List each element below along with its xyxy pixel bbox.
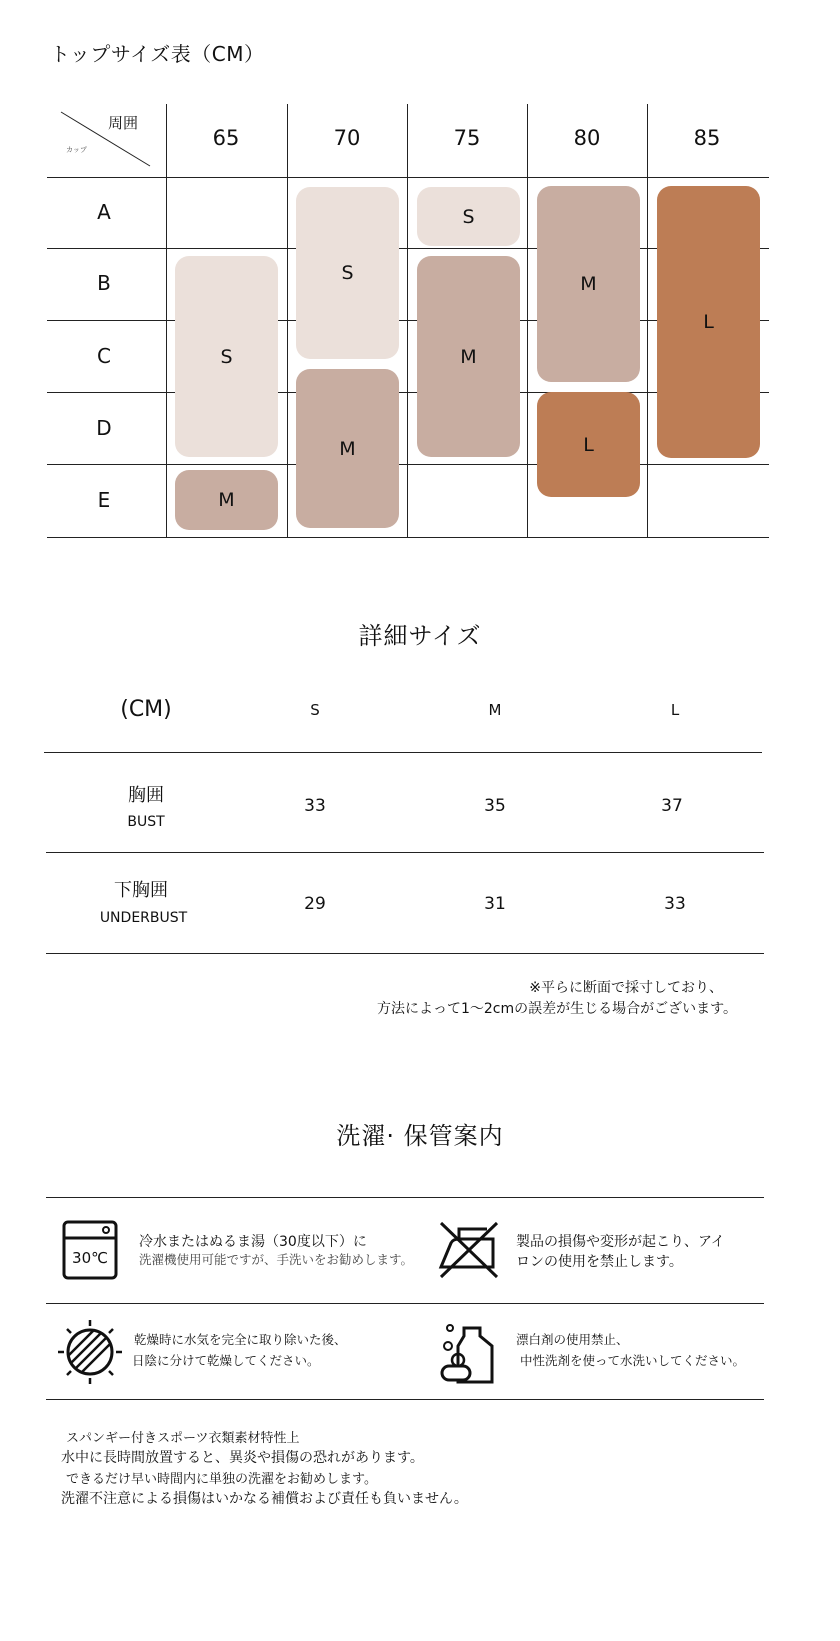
- iron-text-2: ロンの使用を禁止します。: [516, 1254, 683, 1270]
- detergent-icon: [438, 1318, 498, 1386]
- wash-text-1: 冷水またはぬるま湯（30度以下）に: [139, 1234, 367, 1250]
- size-block-65-s: S: [175, 256, 278, 457]
- col-header-75: 75: [453, 126, 481, 150]
- care-divider: [46, 1303, 764, 1304]
- underbust-value-l: 33: [664, 894, 686, 914]
- footer-line-3: できるだけ早い時間内に単独の洗濯をお勧めします。: [66, 1472, 377, 1487]
- row-header-c: C: [97, 344, 111, 368]
- bust-value-m: 35: [484, 796, 506, 816]
- corner-bottom-label: カップ: [66, 146, 87, 154]
- size-block-70-m: M: [296, 369, 399, 528]
- bust-value-l: 37: [661, 796, 683, 816]
- footer-line-4: 洗濯不注意による損傷はいかなる補償および責任も負いません。: [61, 1491, 468, 1507]
- row-header-b: B: [97, 271, 111, 295]
- row-header-e: E: [97, 488, 111, 512]
- detail-divider: [44, 752, 762, 753]
- col-header-65: 65: [212, 126, 240, 150]
- care-title: 洗濯· 保管案内: [336, 1122, 504, 1150]
- size-block-65-m: M: [175, 470, 278, 530]
- underbust-value-m: 31: [484, 894, 506, 914]
- underbust-label-jp: 下胸囲: [114, 880, 168, 901]
- col-header-70: 70: [333, 126, 361, 150]
- detail-size-s: S: [310, 701, 320, 719]
- dry-text-1: 乾燥時に水気を完全に取り除いた後、: [134, 1332, 347, 1347]
- bust-label-jp: 胸囲: [128, 785, 164, 806]
- size-block-80-m: M: [537, 186, 640, 382]
- no-iron-icon: [437, 1219, 501, 1281]
- care-divider: [46, 1399, 764, 1400]
- detail-divider: [46, 852, 764, 853]
- detail-unit: (CM): [120, 697, 172, 722]
- row-header-d: D: [96, 416, 112, 440]
- dry-text-2: 日陰に分けて乾燥してください。: [132, 1353, 320, 1368]
- detail-divider: [46, 953, 764, 954]
- bleach-text-2: 中性洗剤を使って水洗いしてください。: [520, 1353, 746, 1368]
- underbust-label-en: UNDERBUST: [99, 910, 188, 926]
- detail-size-l: L: [670, 701, 680, 719]
- col-header-80: 80: [573, 126, 601, 150]
- measure-note-2: 方法によって1～2cmの誤差が生じる場合がございます。: [376, 1001, 737, 1017]
- measure-note-1: ※平らに断面で採寸しており、: [529, 980, 723, 996]
- size-block-80-l: L: [537, 392, 640, 497]
- washing-machine-icon: [62, 1220, 118, 1280]
- size-block-85-l: L: [657, 186, 760, 458]
- iron-text-1: 製品の損傷や変形が起こり、アイ: [516, 1234, 725, 1250]
- footer-line-2: 水中に長時間放置すると、異炎や損傷の恐れがあります。: [61, 1450, 424, 1466]
- underbust-value-s: 29: [304, 894, 326, 914]
- bust-label-en: BUST: [127, 814, 165, 830]
- footer-line-1: スパンギー付きスポーツ衣類素材特性上: [66, 1431, 300, 1446]
- bleach-text-1: 漂白剤の使用禁止、: [516, 1332, 629, 1347]
- size-block-75-m: M: [417, 256, 520, 457]
- size-block-70-s: S: [296, 187, 399, 359]
- detail-title: 詳細サイズ: [358, 622, 482, 650]
- corner-top-label: 周囲: [108, 114, 139, 132]
- shade-dry-icon: [56, 1318, 124, 1386]
- bust-value-s: 33: [304, 796, 326, 816]
- row-header-a: A: [97, 200, 111, 224]
- detail-size-m: M: [488, 701, 502, 719]
- wash-text-2: 洗濯機使用可能ですが、手洗いをお勧めします。: [139, 1252, 414, 1267]
- wash-temp-label: 30℃: [72, 1249, 108, 1267]
- size-block-75-s: S: [417, 187, 520, 246]
- care-divider: [46, 1197, 764, 1198]
- col-header-85: 85: [693, 126, 721, 150]
- size-chart-title: トップサイズ表（CM）: [50, 42, 265, 66]
